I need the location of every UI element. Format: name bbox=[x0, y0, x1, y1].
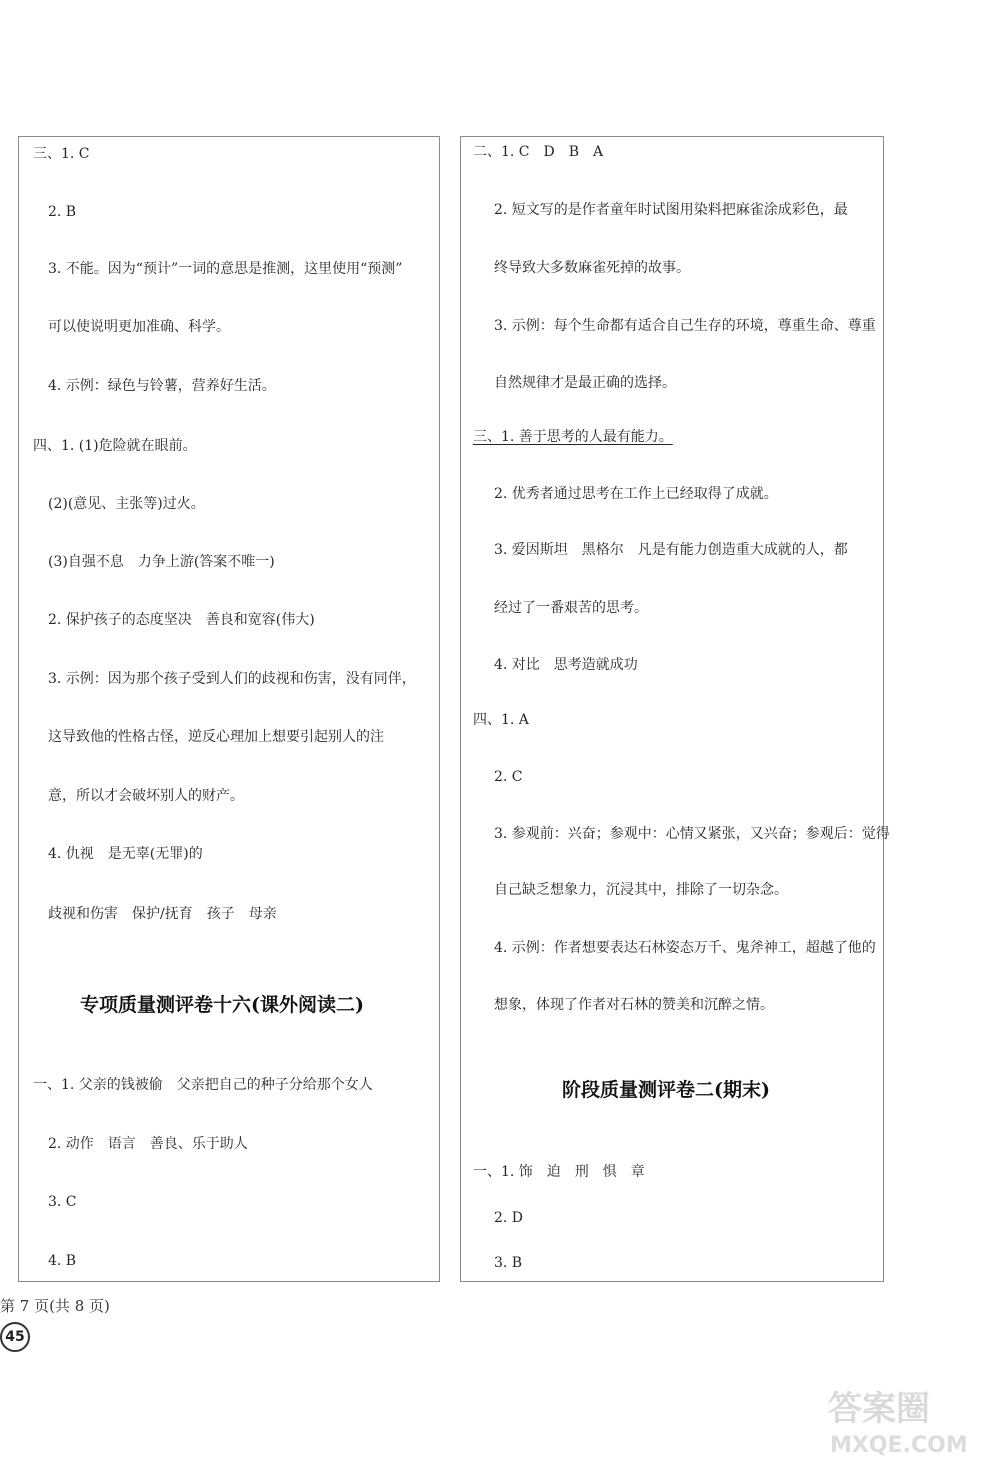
watermark-text-top: 答案圈 bbox=[828, 1389, 930, 1429]
answer-line: 终导致大多数麻雀死掉的故事。 bbox=[494, 260, 690, 276]
left-answer-panel bbox=[18, 136, 440, 1282]
section-title-left: 专项质量测评卷十六(课外阅读二) bbox=[80, 994, 364, 1016]
watermark-logo bbox=[820, 1380, 990, 1460]
answer-line: 3. 示例：每个生命都有适合自己生存的环境，尊重生命、尊重 bbox=[494, 318, 876, 334]
answer-line: (2)(意见、主张等)过火。 bbox=[48, 496, 205, 512]
answer-line: 2. 优秀者通过思考在工作上已经取得了成就。 bbox=[494, 486, 778, 502]
answer-line: 二、1. C D B A bbox=[473, 144, 604, 160]
answer-line: 2. C bbox=[494, 769, 523, 785]
answer-line: 歧视和伤害 保护/抚育 孩子 母亲 bbox=[48, 906, 277, 922]
answer-line: 3. C bbox=[48, 1194, 77, 1210]
answer-line: 3. 爱因斯坦 黑格尔 凡是有能力创造重大成就的人，都 bbox=[494, 542, 848, 558]
section-title-right: 阶段质量测评卷二(期末) bbox=[562, 1079, 770, 1101]
answer-line: 三、1. 善于思考的人最有能力。 bbox=[473, 429, 673, 445]
answer-line: 3. 不能。因为“预计”一词的意思是推测，这里使用“预测” bbox=[48, 261, 403, 277]
answer-line: 2. B bbox=[48, 204, 77, 220]
answer-line: 可以使说明更加准确、科学。 bbox=[48, 319, 230, 335]
answer-line: 3. 参观前：兴奋；参观中：心情又紧张，又兴奋；参观后：觉得 bbox=[494, 826, 890, 842]
answer-line: 自己缺乏想象力，沉浸其中，排除了一切杂念。 bbox=[494, 882, 788, 898]
answer-line: 4. B bbox=[48, 1253, 77, 1269]
answer-line: 三、1. C bbox=[33, 146, 90, 162]
answer-line: 2. 短文写的是作者童年时试图用染料把麻雀涂成彩色，最 bbox=[494, 202, 848, 218]
answer-line: 3. 示例：因为那个孩子受到人们的歧视和伤害，没有同伴， bbox=[48, 671, 416, 687]
answer-line: 一、1. 饰 迫 刑 惧 章 bbox=[473, 1164, 645, 1180]
right-answer-panel bbox=[460, 136, 884, 1282]
answer-line: 2. 保护孩子的态度坚决 善良和宽容(伟大) bbox=[48, 612, 315, 628]
watermark-text-bottom: MXQE.COM bbox=[830, 1433, 968, 1458]
answer-line: 这导致他的性格古怪，逆反心理加上想要引起别人的注 bbox=[48, 729, 384, 745]
page-info: 第 7 页(共 8 页) bbox=[0, 1297, 110, 1315]
answer-line: 4. 示例：作者想要表达石林姿态万千、鬼斧神工，超越了他的 bbox=[494, 940, 876, 956]
answer-line: 4. 仇视 是无辜(无罪)的 bbox=[48, 846, 203, 862]
answer-line: 自然规律才是最正确的选择。 bbox=[494, 375, 676, 391]
answer-line: 经过了一番艰苦的思考。 bbox=[494, 600, 648, 616]
answer-line: 四、1. A bbox=[473, 712, 529, 728]
answer-line: 4. 示例：绿色与铃薯，营养好生活。 bbox=[48, 378, 276, 394]
answer-line: 4. 对比 思考造就成功 bbox=[494, 657, 638, 673]
answer-line: 想象，体现了作者对石林的赞美和沉醉之情。 bbox=[494, 997, 774, 1013]
answer-line: 2. D bbox=[494, 1210, 524, 1226]
answer-line: 2. 动作 语言 善良、乐于助人 bbox=[48, 1136, 248, 1152]
answer-line: 3. B bbox=[494, 1255, 523, 1271]
page-number-badge: 45 bbox=[0, 1322, 30, 1352]
answer-line: 意，所以才会破坏别人的财产。 bbox=[48, 788, 244, 804]
answer-line: 一、1. 父亲的钱被偷 父亲把自己的种子分给那个女人 bbox=[33, 1077, 373, 1093]
answer-line: 四、1. (1)危险就在眼前。 bbox=[33, 438, 197, 454]
answer-line: (3)自强不息 力争上游(答案不唯一) bbox=[48, 554, 275, 570]
